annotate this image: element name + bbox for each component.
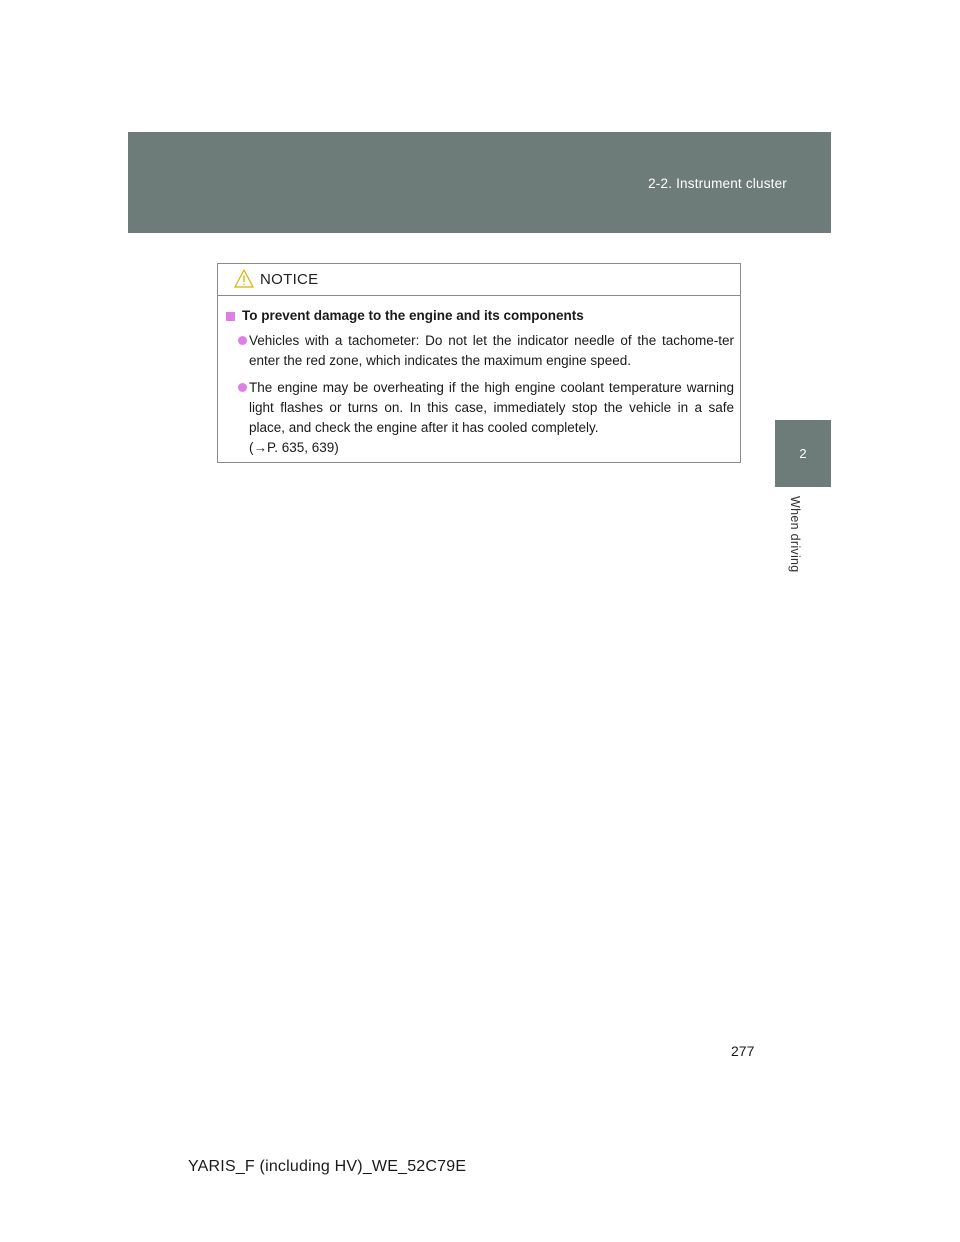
round-bullet-icon <box>238 336 247 345</box>
notice-body <box>218 296 740 458</box>
notice-box <box>217 263 741 463</box>
page-number: 277 <box>731 1043 755 1059</box>
notice-item-text: Vehicles with a tachometer: Do not let the indicator needle of the tachome-ter enter the red zone, which indicates the maximum engine speed. <box>249 333 734 368</box>
document-id: YARIS_F (including HV)_WE_52C79E <box>188 1158 467 1175</box>
notice-item-overheating <box>218 378 740 458</box>
notice-subheading <box>218 306 740 326</box>
notice-item-text: The engine may be overheating if the high engine coolant temperature warning light flashes or turns on. In this case, immediately stop the vehicle in a safe place, and check the engine after it has cooled completely. <box>249 380 734 435</box>
square-bullet-icon <box>226 312 235 321</box>
round-bullet-icon <box>238 383 247 392</box>
warning-triangle-icon <box>234 269 254 288</box>
chapter-number: 2 <box>799 446 807 461</box>
page-reference: (→P. 635, 639) <box>249 440 339 455</box>
chapter-tab <box>775 420 831 487</box>
notice-item-tachometer <box>218 331 740 371</box>
chapter-label: When driving <box>788 496 802 573</box>
header-band <box>128 132 831 233</box>
notice-subheading-text: To prevent damage to the engine and its components <box>242 308 584 323</box>
notice-title: NOTICE <box>260 271 319 288</box>
notice-header <box>218 264 740 296</box>
section-title: 2-2. Instrument cluster <box>648 176 787 191</box>
